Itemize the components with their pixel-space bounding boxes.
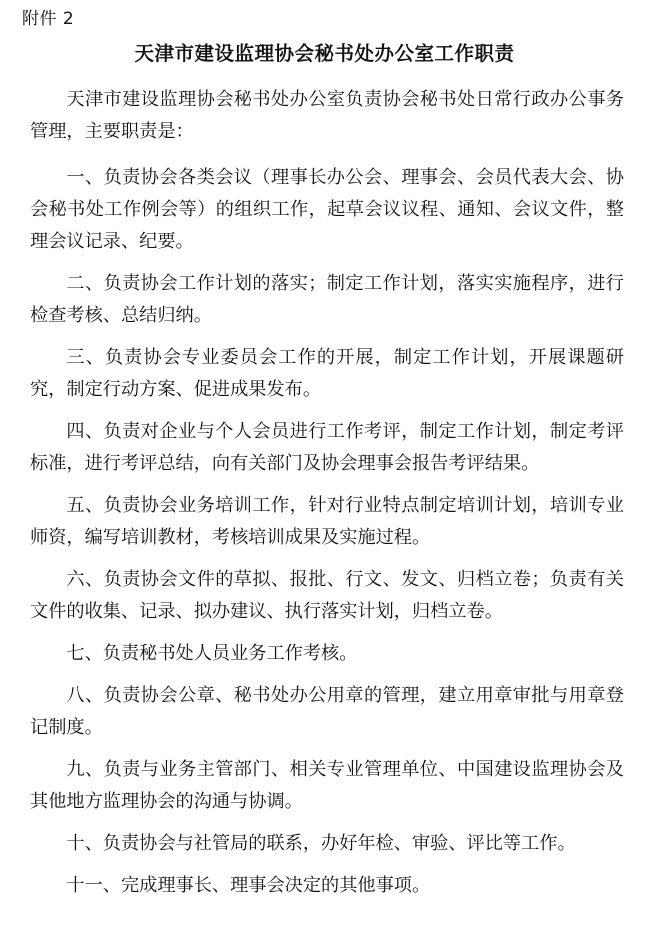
duty-item-8: 八、负责协会公章、秘书处办公用章的管理，建立用章审批与用章登记制度。 xyxy=(30,685,624,738)
duty-item-1: 一、负责协会各类会议（理事长办公会、理事会、会员代表大会、协会秘书处工作例会等）的组织工作，起草会议议程、通知、会议文件，整理会议记录、纪要。 xyxy=(30,167,624,252)
attachment-label: 附件 2 xyxy=(22,9,75,29)
duty-item-5: 五、负责协会业务培训工作，针对行业特点制定培训计划，培训专业师资，编写培训教材，考核培训成果及实施过程。 xyxy=(30,495,624,548)
duty-item-11: 十一、完成理事长、理事会决定的其他事项。 xyxy=(66,875,431,896)
duty-item-7: 七、负责秘书处人员业务工作考核。 xyxy=(66,643,358,664)
document-body xyxy=(30,84,624,912)
intro-paragraph: 天津市建设监理协会秘书处办公室负责协会秘书处日常行政办公事务管理，主要职责是： xyxy=(30,89,624,142)
duty-item-10: 十、负责协会与社管局的联系，办好年检、审验、评比等工作。 xyxy=(66,833,576,854)
duty-item-2: 二、负责协会工作计划的落实；制定工作计划，落实实施程序，进行检查考核、总结归纳。 xyxy=(30,273,624,326)
duty-item-3: 三、负责协会专业委员会工作的开展，制定工作计划，开展课题研究，制定行动方案、促进成果发布。 xyxy=(30,347,624,400)
document-title: 天津市建设监理协会秘书处办公室工作职责 xyxy=(134,42,515,65)
duty-item-9: 九、负责与业务主管部门、相关专业管理单位、中国建设监理协会及其他地方监理协会的沟通与协调。 xyxy=(30,759,624,812)
duty-item-4: 四、负责对企业与个人会员进行工作考评，制定工作计划，制定考评标准，进行考评总结，向有关部门及协会理事会报告考评结果。 xyxy=(30,421,624,474)
duty-item-6: 六、负责协会文件的草拟、报批、行文、发文、归档立卷；负责有关文件的收集、记录、拟办建议、执行落实计划，归档立卷。 xyxy=(30,569,624,622)
